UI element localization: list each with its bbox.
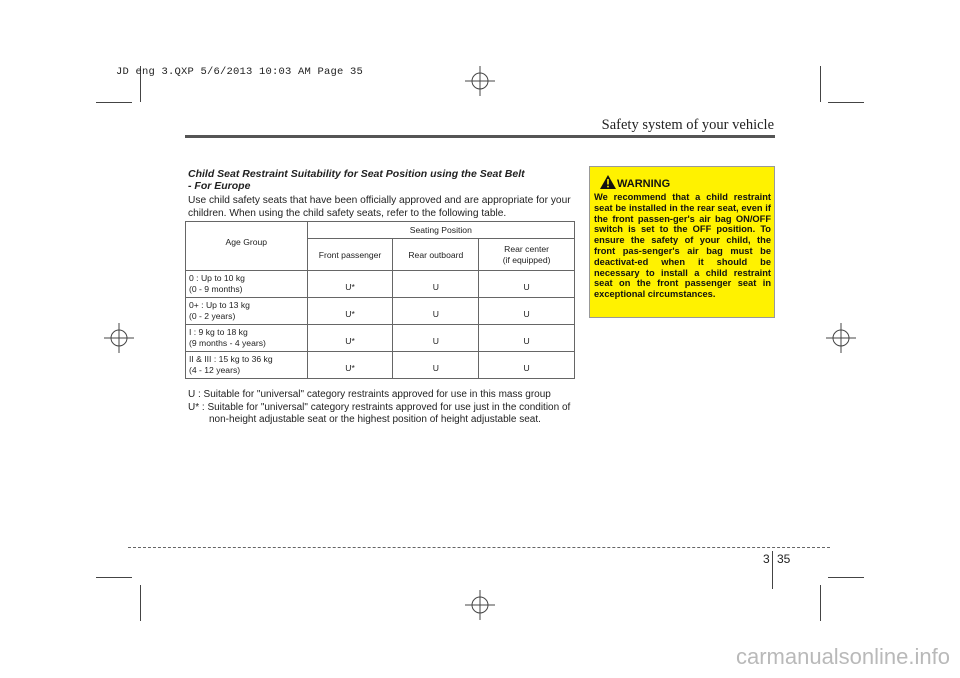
crop-mark: [828, 102, 864, 103]
page-number: 35: [777, 552, 791, 566]
legend-item-universal: U : Suitable for "universal" category restraints approved for use in this mass group: [188, 389, 551, 400]
rear-center-cell: U: [479, 298, 575, 325]
table-heading-line2: - For Europe: [188, 180, 251, 192]
age-group-cell: [186, 271, 308, 298]
age-group-cell: [186, 352, 308, 379]
crop-mark: [96, 577, 132, 578]
rear-outboard-cell: U: [393, 325, 479, 352]
warning-title: WARNING: [617, 178, 671, 190]
table-heading: [188, 168, 525, 192]
table-row: [186, 298, 575, 325]
age-group-weight: II & III : 15 kg to 36 kg: [189, 354, 273, 364]
watermark: carmanualsonline.info: [735, 644, 950, 669]
front-passenger-cell: U*: [307, 298, 393, 325]
table-heading-line1: Child Seat Restraint Suitability for Seat Position using the Seat Belt: [188, 168, 525, 180]
front-passenger-cell: U*: [307, 352, 393, 379]
age-group-age: (0 - 9 months): [189, 283, 243, 294]
age-group-weight: I : 9 kg to 18 kg: [189, 327, 248, 337]
suitability-table: [185, 221, 575, 379]
age-group-age: (4 - 12 years): [189, 364, 241, 375]
crop-mark: [828, 577, 864, 578]
footer-rule: [128, 547, 830, 548]
section-title: Safety system of your vehicle: [601, 117, 774, 133]
age-group-cell: [186, 325, 308, 352]
intro-paragraph: Use child safety seats that have been officially approved and are appropriate for your children. When using the child safety seats, refer to the following table.: [188, 195, 571, 219]
rear-center-cell: U: [479, 325, 575, 352]
rear-center-cell: U: [479, 352, 575, 379]
chapter-number: 3: [763, 552, 770, 566]
front-passenger-header: Front passenger: [307, 239, 393, 271]
legend-item-universal-star: U* : Suitable for "universal" category restraints approved for use just in the condition of non-height adjustable seat or the highest position of height adjustable seat.: [188, 402, 571, 425]
rear-center-note: (if equipped): [502, 254, 551, 265]
registration-mark-icon: [104, 323, 134, 353]
front-passenger-cell: U*: [307, 271, 393, 298]
registration-mark-icon: [826, 323, 856, 353]
registration-mark-icon: [465, 66, 495, 96]
age-group-header: Age Group: [186, 222, 308, 271]
table-row: [186, 271, 575, 298]
age-group-age: (0 - 2 years): [189, 310, 236, 321]
warning-text: We recommend that a child restraint seat be installed in the rear seat, even if the front passen-ger's air bag ON/OFF switch is set to the OFF position. To ensure the safety of your child, the front pas-senger's air bag must be deactivat-ed when it should be necessary to install a child restraint seat on the front passenger seat in exceptional circumstances.: [594, 192, 771, 300]
crop-mark: [96, 102, 132, 103]
front-passenger-cell: U*: [307, 325, 393, 352]
warning-box: [589, 166, 775, 318]
age-group-age: (9 months - 4 years): [189, 337, 266, 348]
rear-center-header: [479, 239, 575, 271]
crop-mark: [820, 585, 821, 621]
legend: [188, 389, 580, 427]
crop-mark: [140, 585, 141, 621]
table-row: [186, 352, 575, 379]
rear-outboard-cell: U: [393, 352, 479, 379]
age-group-cell: [186, 298, 308, 325]
crop-mark: [820, 66, 821, 102]
warning-triangle-icon: [599, 174, 617, 190]
rear-outboard-cell: U: [393, 298, 479, 325]
age-group-weight: 0+ : Up to 13 kg: [189, 300, 250, 310]
rear-outboard-header: Rear outboard: [393, 239, 479, 271]
table-row: [186, 325, 575, 352]
title-rule: [185, 135, 775, 138]
chapter-divider: [772, 551, 773, 589]
rear-center-label: Rear center: [504, 243, 550, 254]
rear-center-cell: U: [479, 271, 575, 298]
print-slug: JD eng 3.QXP 5/6/2013 10:03 AM Page 35: [116, 66, 364, 78]
registration-mark-icon: [465, 590, 495, 620]
seating-position-header: Seating Position: [307, 222, 574, 239]
rear-outboard-cell: U: [393, 271, 479, 298]
age-group-weight: 0 : Up to 10 kg: [189, 273, 245, 283]
